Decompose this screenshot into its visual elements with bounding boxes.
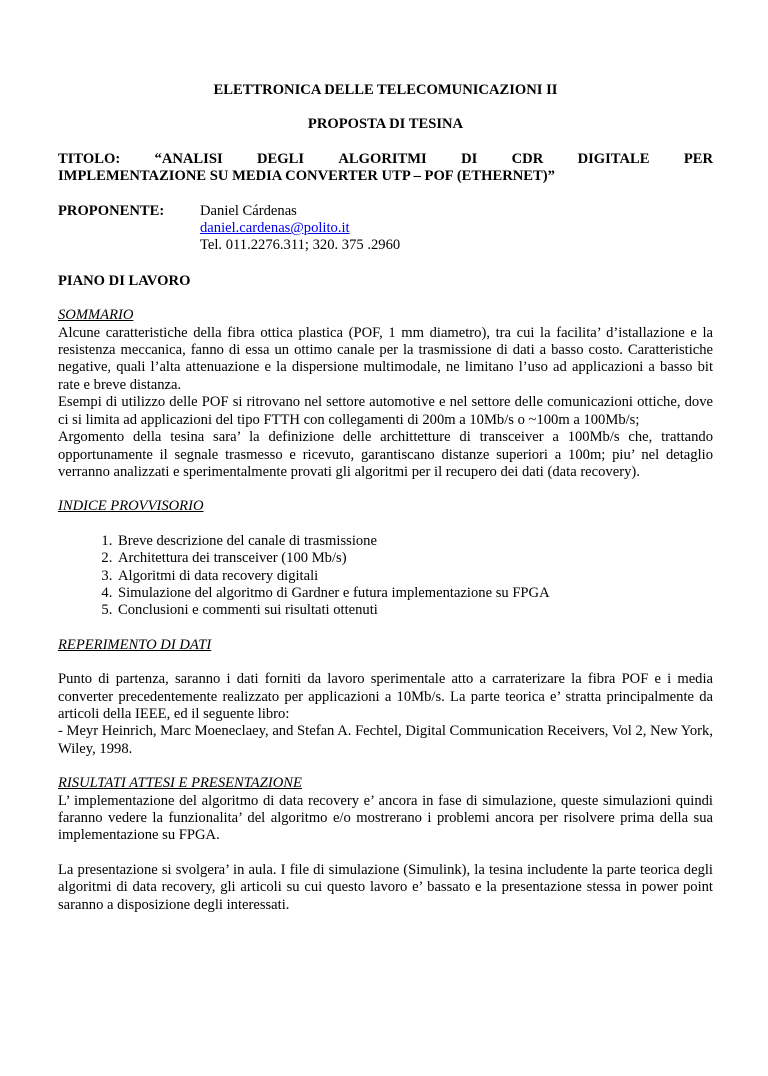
proponent-name: Daniel Cárdenas <box>200 202 297 219</box>
data-paragraph: - Meyr Heinrich, Marc Moeneclaey, and Stefan A. Fechtel, Digital Communication Receivers, Vol 2, New York, Wiley, 1998. <box>58 723 713 757</box>
title-word: DI <box>461 150 478 167</box>
proponent-block <box>58 203 713 255</box>
document-page <box>0 82 768 1076</box>
title-word: DEGLI <box>256 150 305 167</box>
title-block <box>58 151 713 186</box>
data-body <box>58 671 713 758</box>
title-word: CDR <box>511 150 544 167</box>
proponent-label: PROPONENTE: <box>58 202 165 219</box>
index-item: 5. Conclusioni e commenti sui risultati ottenuti <box>116 602 713 619</box>
index-item: 1. Breve descrizione del canale di trasmissione <box>116 533 713 550</box>
proponent-phone: Tel. 011.2276.311; 320. 375 .2960 <box>200 237 401 254</box>
index-heading: INDICE PROVVISORIO <box>58 498 204 515</box>
summary-body <box>58 325 713 482</box>
results-paragraph: L’ implementazione del algoritmo di data recovery e’ ancora in fase di simulazione, queste simulazioni quindi faranno vedere la funzionalita’ del algoritmo e/o mostrerano i problemi ancora per risolvere prima della sua implementazione su FPGA. <box>58 792 713 844</box>
proponent-details <box>200 203 400 255</box>
title-word: DIGITALE <box>577 150 650 167</box>
proposal-heading: PROPOSTA DI TESINA <box>307 116 464 133</box>
data-heading: REPERIMENTO DI DATI <box>58 636 212 653</box>
summary-paragraph: Esempi di utilizzo delle POF si ritrovano nel settore automotive e nel settore delle comunicazioni ottiche, dove ci si limita ad applicazioni del tipo FTTH con collegamenti di 200m a 10Mb/s o ~100m a 100Mb/s; <box>58 394 713 428</box>
plan-heading: PIANO DI LAVORO <box>58 272 191 289</box>
course-heading: ELETTRONICA DELLE TELECOMUNICAZIONI II <box>213 82 558 98</box>
index-item: 2. Architettura dei transceiver (100 Mb/s) <box>116 550 713 567</box>
title-line-1 <box>58 151 713 168</box>
results-heading: RISULTATI ATTESI E PRESENTAZIONE <box>58 775 302 792</box>
summary-paragraph: Argomento della tesina sara’ la definizione delle archittetture di transceiver a 100Mb/s che, trattando opportunamente il segnale trasmesso e ricevuto, garantiscano distanze superiori a 100m; piu’ nel detaglio verranno analizzati e sperimentalmente provati gli algoritmi per il recupero dei dati (data recovery). <box>58 429 713 480</box>
title-word: ALGORITMI <box>338 150 427 167</box>
title-line-2: IMPLEMENTAZIONE SU MEDIA CONVERTER UTP – POF (ETHERNET)” <box>58 168 555 185</box>
summary-heading: SOMMARIO <box>58 307 134 324</box>
results-body <box>58 793 713 845</box>
index-item: 4. Simulazione del algoritmo di Gardner e futura implementazione su FPGA <box>116 585 713 602</box>
proponent-email-link[interactable]: daniel.cardenas@polito.it <box>200 220 350 237</box>
title-word: “ANALISI <box>154 150 223 167</box>
presentation-body <box>58 862 713 914</box>
index-item: 3. Algoritmi di data recovery digitali <box>116 568 713 585</box>
title-word: PER <box>683 150 713 167</box>
presentation-paragraph: La presentazione si svolgera’ in aula. I file di simulazione (Simulink), la tesina includente la parte teorica degli algoritmi di data recovery, gli articoli su cui questo lavoro e’ bassato e la presentazione stessa in power point saranno a disposizione degli interessati. <box>58 861 713 913</box>
summary-paragraph: Alcune caratteristiche della fibra ottica plastica (POF, 1 mm diametro), tra cui la facilita’ d’istallazione e la resistenza meccanica, fanno di essa un ottimo canale per la trasmissione di dati a basso costo. Caratteristiche negative, quali l’alta attenuazione e la dispersione multimodale, ne limitano l’uso ad applicazioni a basso bit rate e breve distanza. <box>58 324 713 393</box>
title-label: TITOLO: <box>58 150 121 167</box>
data-paragraph: Punto di partenza, saranno i dati forniti da lavoro sperimentale atto a carraterizare la fibra POF e i media converter precedentemente realizzato per applicazioni a 10Mb/s. La parte teorica e’ stratta principalmente da articoli della IEEE, ed il seguente libro: <box>58 671 713 722</box>
index-list <box>58 533 713 620</box>
